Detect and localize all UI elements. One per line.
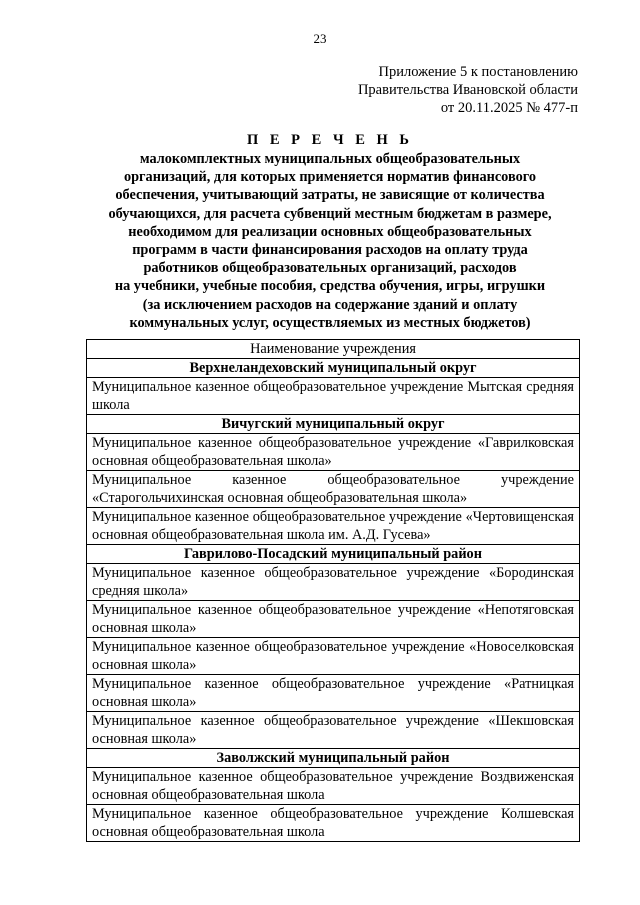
institution-row [87, 378, 580, 415]
district-row [87, 749, 580, 768]
subtitle-line: программ в части финансирования расходов на оплату труда [132, 242, 528, 259]
district-row [87, 545, 580, 564]
subtitle-line: на учебники, учебные пособия, средства обучения, игры, игрушки [114, 278, 546, 295]
institution-row [87, 712, 580, 749]
institution-name-line: «Гаврилковская основная общеобразовательная школа» [92, 435, 574, 469]
district-name: Заволжский муниципальный район [87, 749, 580, 768]
subtitle-line: организаций, для которых применяется норматив финансового [123, 169, 537, 186]
district-row [87, 415, 580, 434]
institution-name [87, 471, 580, 508]
subtitle-line: работников общеобразовательных организаций, расходов [143, 260, 517, 277]
institution-name-line: «Шекшовская основная школа» [92, 713, 574, 747]
institution-name [87, 508, 580, 545]
institution-name-line: Муниципальное казенное общеобразовательное учреждение Мытская [92, 379, 523, 395]
appendix-line: Правительства Ивановской области [357, 82, 578, 98]
institution-name-line: Муниципальное казенное общеобразовательное учреждение [92, 769, 474, 785]
table-header-row [87, 340, 580, 359]
institution-row [87, 768, 580, 805]
appendix-reference [358, 63, 578, 117]
subtitle-line: (за исключением расходов на содержание зданий и оплату [142, 296, 518, 313]
institution-name-line: Муниципальное казенное общеобразовательное учреждение [92, 565, 480, 581]
district-row [87, 359, 580, 378]
institution-row [87, 601, 580, 638]
table-header-cell: Наименование учреждения [87, 340, 580, 359]
institution-name-line: Муниципальное казенное общеобразовательное учреждение «Ратницкая [92, 676, 574, 692]
institution-name-line: основная общеобразовательная школа [92, 824, 325, 840]
institution-row [87, 471, 580, 508]
institution-row [87, 508, 580, 545]
institution-name-line: Муниципальное казенное общеобразовательное учреждение Колшевская [92, 806, 574, 822]
district-name: Верхнеландеховский муниципальный округ [87, 359, 580, 378]
institution-name-line: Муниципальное казенное общеобразовательное учреждение [92, 713, 479, 729]
page-number: 23 [313, 31, 327, 46]
institution-name-line: Муниципальное казенное общеобразовательное учреждение [92, 509, 462, 525]
document-title-block [80, 130, 580, 332]
document-subtitle [80, 150, 580, 332]
institution-name [87, 434, 580, 471]
subtitle-line: малокомплектных муниципальных общеобразовательных [139, 151, 521, 167]
institution-name-line: «Бородинская средняя школа» [92, 565, 574, 599]
document-title: П Е Р Е Ч Е Н Ь [246, 132, 414, 148]
institutions-table [86, 339, 580, 842]
institution-name-line: Муниципальное казенное общеобразовательное учреждение [92, 472, 574, 488]
subtitle-line: необходимом для реализации основных общеобразовательных [128, 223, 532, 240]
institution-name-line: «Чертовищенская основная общеобразовательная школа им. А.Д. Гусева» [92, 509, 574, 543]
institution-name [87, 712, 580, 749]
institution-name [87, 675, 580, 712]
institution-row [87, 564, 580, 601]
subtitle-line: обеспечения, учитывающий затраты, не зависящие от количества [115, 187, 545, 204]
appendix-line: от 20.11.2025 № 477-п [440, 100, 578, 116]
institution-name [87, 805, 580, 842]
institution-name [87, 564, 580, 601]
institution-name-line: «Новоселковская основная школа» [92, 639, 574, 673]
institution-name-line: Муниципальное казенное общеобразовательное учреждение [92, 602, 471, 618]
institution-row [87, 434, 580, 471]
subtitle-line: обучающихся, для расчета субвенций местным бюджетам в размере, [108, 205, 552, 222]
institution-name-line: основная школа» [92, 694, 197, 710]
institution-name-line: Воздвиженская основная общеобразовательная школа [92, 769, 574, 803]
appendix-line: Приложение 5 к постановлению [378, 64, 578, 80]
district-name: Гаврилово-Посадский муниципальный район [87, 545, 580, 564]
subtitle-line: коммунальных услуг, осуществляемых из местных бюджетов) [129, 314, 531, 331]
institution-name-line: Муниципальное казенное общеобразовательное учреждение [92, 435, 472, 451]
institution-name [87, 638, 580, 675]
institution-name-line: «Старогольчихинская основная общеобразовательная школа» [92, 490, 468, 506]
institution-name [87, 378, 580, 415]
institution-row [87, 675, 580, 712]
institution-name-line: средняя школа [92, 379, 574, 413]
institution-name [87, 768, 580, 805]
institution-row [87, 805, 580, 842]
institution-name [87, 601, 580, 638]
district-name: Вичугский муниципальный округ [87, 415, 580, 434]
institution-name-line: Муниципальное казенное общеобразовательное учреждение [92, 639, 465, 655]
institution-row [87, 638, 580, 675]
institution-name-line: «Непотяговская основная школа» [92, 602, 574, 636]
